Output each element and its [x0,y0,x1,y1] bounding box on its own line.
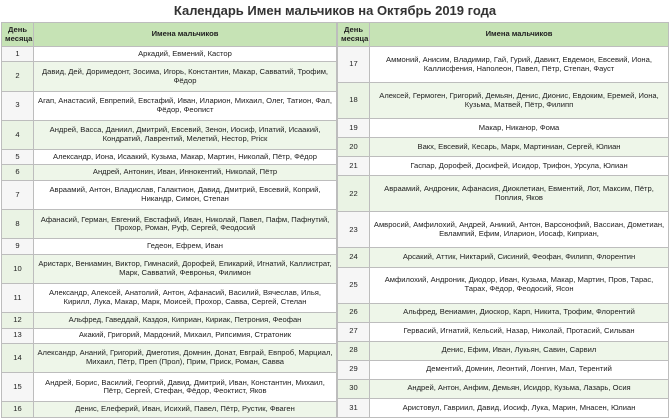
day-cell: 8 [2,210,34,239]
names-cell: Акакий, Григорий, Мардоний, Михаил, Рипсимия, Стратоник [34,328,337,343]
day-cell: 21 [338,157,370,176]
table-row [2,254,337,283]
table-row [338,379,669,398]
day-cell: 1 [2,47,34,62]
names-cell: Александр, Иона, Исаакий, Кузьма, Макар, Мартин, Николай, Пётр, Фёдор [34,150,337,165]
day-cell: 5 [2,150,34,165]
day-cell: 6 [2,165,34,180]
day-cell: 4 [2,120,34,149]
day-cell: 9 [2,239,34,254]
names-cell: Арсакий, Аттик, Никтарий, Сисиний, Феофан, Филипп, Флорентин [370,248,669,267]
table-row [338,360,669,379]
table-row [2,328,337,343]
names-cell: Андрей, Антон, Анфим, Демьян, Исидор, Кузьма, Лазарь, Осия [370,379,669,398]
table-row [338,341,669,360]
table-row [2,343,337,372]
table-row [2,180,337,209]
names-cell: Денис, Елеферий, Иван, Исихий, Павел, Пётр, Рустик, Фваген [34,402,337,418]
table-row [2,47,337,62]
names-cell: Давид, Дей, Доримедонт, Зосима, Игорь, Константин, Макар, Савватий, Трофим, Фёдор [34,62,337,91]
table-row [2,165,337,180]
table-row [338,303,669,322]
day-cell: 25 [338,267,370,303]
day-cell: 31 [338,398,370,417]
names-cell: Аммоний, Анисим, Владимир, Гай, Гурий, Давикт, Евдемон, Евсевий, Иона, Каллисфения, Наполеон, Павел, Пётр, Степан, Фауст [370,47,669,83]
day-cell: 17 [338,47,370,83]
table-row [2,373,337,402]
day-cell: 24 [338,248,370,267]
table-row [338,212,669,248]
names-cell: Авраамий, Андроник, Афанасия, Диоклетиан, Евментий, Лот, Максим, Пётр, Поплия, Яков [370,176,669,212]
names-cell: Амфилохий, Андроник, Диодор, Иван, Кузьма, Макар, Мартин, Пров, Тарас, Тарах, Фёдор, Феодосий, Ясон [370,267,669,303]
day-column-header: День месяца [338,23,370,47]
day-cell: 23 [338,212,370,248]
table-row [338,248,669,267]
names-cell: Альфред, Вениамин, Диоскор, Карп, Никита, Трофим, Флорентий [370,303,669,322]
names-cell: Андрей, Васса, Даниил, Дмитрий, Евсевий, Зенон, Иосиф, Ипатий, Исаакий, Кондратий, Лаврентий, Мелетий, Нестор, Priск [34,120,337,149]
tables-container [1,22,669,418]
names-cell: Авраамий, Антон, Владислав, Галактион, Давид, Дмитрий, Евсевий, Коприй, Никандр, Симон, Степан [34,180,337,209]
names-cell: Агап, Анастасий, Евпрепий, Евстафий, Иван, Иларион, Михаил, Олег, Татион, Фал, Фёдор, Феопист [34,91,337,120]
table-row [338,322,669,341]
names-cell: Амвросий, Амфилохий, Андрей, Аникий, Антон, Варсонофий, Вассиан, Дометиан, Евлампий, Ефим, Иларион, Иосаф, Киприан, [370,212,669,248]
table-body-left [2,47,337,418]
table-row [2,283,337,312]
day-cell: 16 [2,402,34,418]
day-column-header: День месяца [2,23,34,47]
day-cell: 30 [338,379,370,398]
day-cell: 18 [338,83,370,119]
day-cell: 12 [2,313,34,328]
names-cell: Гедеон, Ефрем, Иван [34,239,337,254]
names-cell: Аркадий, Евмений, Кастор [34,47,337,62]
table-row [338,119,669,138]
table-header-row [338,23,669,47]
names-cell: Гаспар, Дорофей, Досифей, Исидор, Трифон, Урсула, Юлиан [370,157,669,176]
names-cell: Аристовул, Гавриил, Давид, Иосиф, Лука, Марин, Мнасен, Юлиан [370,398,669,417]
table-row [338,157,669,176]
table-row [338,47,669,83]
day-cell: 27 [338,322,370,341]
day-cell: 3 [2,91,34,120]
day-cell: 22 [338,176,370,212]
names-column-header: Имена мальчиков [370,23,669,47]
names-column-header: Имена мальчиков [34,23,337,47]
table-row [338,267,669,303]
day-cell: 15 [2,373,34,402]
table-row [2,150,337,165]
names-cell: Вакх, Евсевий, Кесарь, Марк, Мартиниан, Сергей, Юлиан [370,138,669,157]
table-row [2,402,337,418]
day-cell: 26 [338,303,370,322]
names-cell: Аристарх, Вениамин, Виктор, Гимнасий, Дорофей, Епикарий, Игнатий, Каллистрат, Марк, Савватий, Февронья, Филимон [34,254,337,283]
names-table-left [1,22,337,418]
table-row [2,62,337,91]
table-row [338,398,669,417]
page-title: Календарь Имен мальчиков на Октябрь 2019 года [173,3,497,18]
day-cell: 10 [2,254,34,283]
table-row [2,313,337,328]
table-row [2,239,337,254]
names-cell: Андрей, Борис, Василий, Георгий, Давид, Дмитрий, Иван, Константин, Михаил, Пётр, Сергей, Стефан, Фёдор, Феоктист, Яков [34,373,337,402]
day-cell: 11 [2,283,34,312]
table-row [2,210,337,239]
names-cell: Денис, Ефим, Иван, Лукьян, Савин, Сарвил [370,341,669,360]
day-cell: 28 [338,341,370,360]
day-cell: 7 [2,180,34,209]
names-cell: Альфред, Гаведдай, Каздоя, Киприан, Кириак, Петрония, Феофан [34,313,337,328]
names-cell: Макар, Никанор, Фома [370,119,669,138]
day-cell: 20 [338,138,370,157]
names-cell: Александр, Алексей, Анатолий, Антон, Афанасий, Василий, Вячеслав, Илья, Кирилл, Лука, Макар, Марк, Моисей, Прохор, Савва, Сергей, Стелан [34,283,337,312]
table-row [338,176,669,212]
names-table-right [337,22,669,418]
names-cell: Гервасий, Игнатий, Кельсий, Назар, Николай, Протасий, Сильван [370,322,669,341]
names-cell: Алексей, Гермоген, Григорий, Демьян, Денис, Дионис, Евдоким, Еремей, Иона, Кузьма, Матвей, Пётр, Филипп [370,83,669,119]
day-cell: 14 [2,343,34,372]
day-cell: 2 [2,62,34,91]
day-cell: 29 [338,360,370,379]
table-row [2,120,337,149]
table-header-row [2,23,337,47]
table-row [338,83,669,119]
table-body-right [338,47,669,418]
day-cell: 13 [2,328,34,343]
table-row [2,91,337,120]
day-cell: 19 [338,119,370,138]
names-cell: Андрей, Антонин, Иван, Иннокентий, Николай, Пётр [34,165,337,180]
table-row [338,138,669,157]
names-cell: Александр, Ананий, Григорий, Дмеготия, Домнин, Донат, Евграй, Евпроб, Марциал, Михаил, Пётр, Преп (Прол), Прим, Приск, Роман, Савва [34,343,337,372]
names-cell: Афанасий, Герман, Евгений, Евстафий, Иван, Николай, Павел, Пафм, Пафнутий, Прохор, Роман, Руф, Сергей, Феодосий [34,210,337,239]
names-cell: Дементий, Домнин, Леонтий, Лонгин, Мал, Терентий [370,360,669,379]
